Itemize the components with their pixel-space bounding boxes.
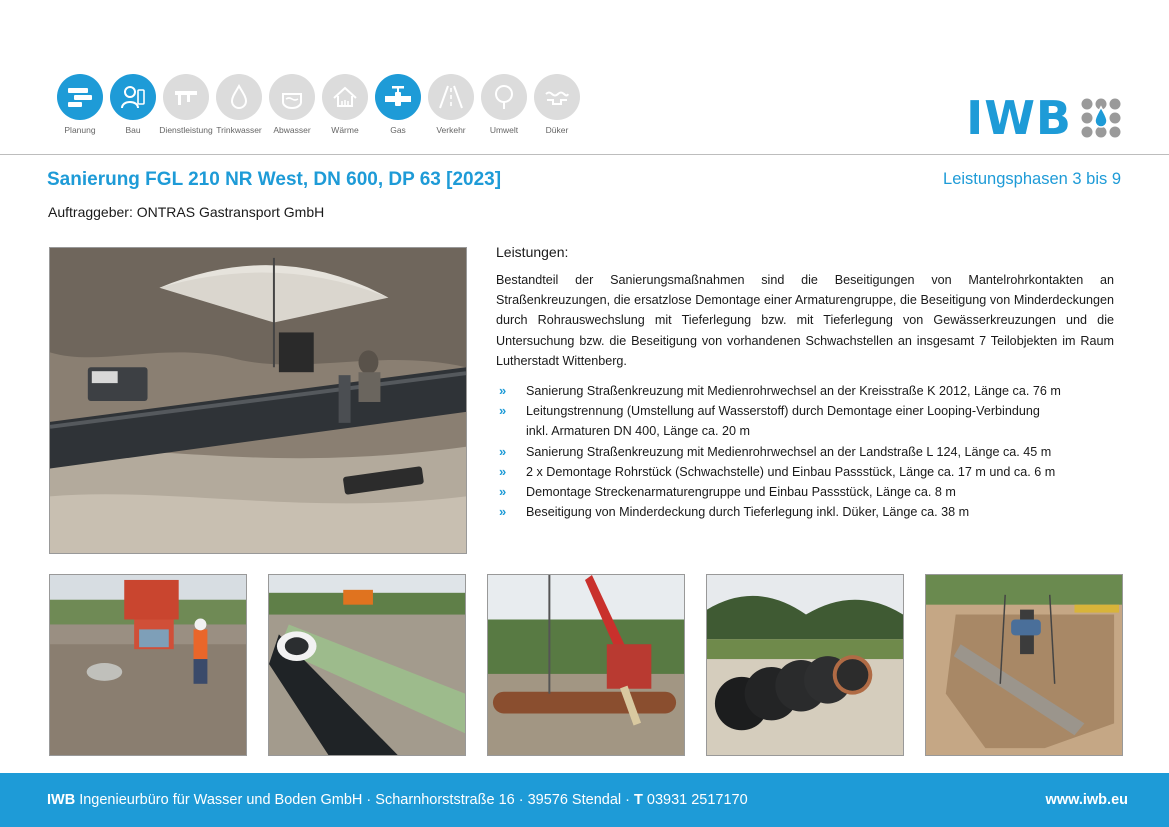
category-planung bbox=[55, 74, 105, 135]
bullet-arrow-icon: » bbox=[499, 443, 507, 459]
category-dienstleistung bbox=[161, 74, 211, 135]
logo-text: IWB bbox=[966, 91, 1072, 145]
service-phases: Leistungsphasen 3 bis 9 bbox=[943, 170, 1121, 188]
photo-gallery bbox=[49, 574, 1123, 756]
water-drop-icon bbox=[216, 74, 262, 120]
gallery-photo-3 bbox=[487, 574, 685, 756]
footer-bar bbox=[0, 773, 1169, 827]
bullet-arrow-icon: » bbox=[499, 383, 507, 399]
construction-worker-icon bbox=[110, 74, 156, 120]
gallery-photo-5 bbox=[925, 574, 1123, 756]
footer-phone-label: T bbox=[634, 792, 643, 808]
category-label: Verkehr bbox=[436, 125, 466, 135]
service-item: » Leitungstrennung (Umstellung auf Wasserstoff) durch Demontage einer Looping-Verbindung bbox=[496, 401, 1114, 421]
tree-icon bbox=[481, 74, 527, 120]
category-label: Wärme bbox=[331, 125, 359, 135]
gas-valve-icon bbox=[375, 74, 421, 120]
category-gas bbox=[373, 74, 423, 135]
service-item-continuation: inkl. Armaturen DN 400, Länge ca. 20 m bbox=[526, 424, 751, 439]
category-label: Bau bbox=[125, 125, 141, 135]
header-divider bbox=[0, 154, 1169, 155]
gallery-photo-1 bbox=[49, 574, 247, 756]
main-photo bbox=[49, 247, 467, 554]
category-bau bbox=[108, 74, 158, 135]
service-item: » Beseitigung von Minderdeckung durch Tieferlegung inkl. Düker, Länge ca. 38 m bbox=[496, 502, 1114, 522]
category-label: Düker bbox=[545, 125, 569, 135]
category-umwelt bbox=[479, 74, 529, 135]
client-name: Auftraggeber: ONTRAS Gastransport GmbH bbox=[48, 204, 325, 220]
iwb-logo bbox=[966, 91, 1122, 145]
category-trinkwasser bbox=[214, 74, 264, 135]
planning-icon bbox=[57, 74, 103, 120]
footer-address bbox=[47, 792, 748, 808]
wastewater-icon bbox=[269, 74, 315, 120]
category-label: Gas bbox=[390, 125, 406, 135]
category-label: Planung bbox=[64, 125, 96, 135]
bullet-arrow-icon: » bbox=[499, 504, 507, 520]
road-icon bbox=[428, 74, 474, 120]
gallery-photo-4 bbox=[706, 574, 904, 756]
gallery-photo-2 bbox=[268, 574, 466, 756]
footer-company-short: IWB bbox=[47, 792, 76, 808]
service-item: » Sanierung Straßenkreuzung mit Medienrohrwechsel an der Landstraße L 124, Länge ca. 45 m bbox=[496, 442, 1114, 462]
category-abwasser bbox=[267, 74, 317, 135]
heat-icon bbox=[322, 74, 368, 120]
category-dueker bbox=[532, 74, 582, 135]
category-label: Umwelt bbox=[489, 125, 519, 135]
bullet-arrow-icon: » bbox=[499, 403, 507, 419]
bullet-arrow-icon: » bbox=[499, 484, 507, 500]
services-description: Bestandteil der Sanierungsmaßnahmen sind die Beseitigungen von Mantelrohrkontakten an Straßenkreuzungen, die ersatzlose Demontage einer Armaturengruppe, die Beseitigung von Minderdeckungen durch Rohrauswechslung mit Tieferlegung bzw. mit Tieferlegung von Gewässerkreuzungen und die Untersuchung bzw. die Beseitigung von vorhandenen Schwachstellen an insgesamt 7 Teilobjekten im Raum Lutherstadt Wittenberg. bbox=[496, 273, 1114, 368]
culvert-icon bbox=[534, 74, 580, 120]
footer-company: Ingenieurbüro für Wasser und Boden GmbH · Scharnhorststraße 16 · 39576 Stendal · bbox=[75, 792, 634, 808]
category-label: Trinkwasser bbox=[216, 125, 262, 135]
footer-website-link[interactable]: www.iwb.eu bbox=[1045, 792, 1128, 808]
bullet-arrow-icon: » bbox=[499, 463, 507, 479]
services-heading: Leistungen: bbox=[496, 244, 569, 260]
services-list bbox=[496, 381, 1114, 522]
project-title: Sanierung FGL 210 NR West, DN 600, DP 63 [2023] bbox=[47, 169, 502, 190]
footer-phone: 03931 2517170 bbox=[642, 792, 748, 808]
services-section bbox=[496, 244, 1114, 522]
category-label: Abwasser bbox=[273, 125, 311, 135]
category-verkehr bbox=[426, 74, 476, 135]
category-icon-row bbox=[55, 74, 585, 135]
logo-mark-icon bbox=[1080, 97, 1122, 139]
service-item: » 2 x Demontage Rohrstück (Schwachstelle) und Einbau Passstück, Länge ca. 17 m und ca. 6 m bbox=[496, 462, 1114, 482]
category-waerme bbox=[320, 74, 370, 135]
category-label: Dienstleistung bbox=[159, 125, 213, 135]
service-item: » Demontage Streckenarmaturengruppe und Einbau Passstück, Länge ca. 8 m bbox=[496, 482, 1114, 502]
caliper-icon bbox=[163, 74, 209, 120]
service-item: » Sanierung Straßenkreuzung mit Medienrohrwechsel an der Kreisstraße K 2012, Länge ca. 76 m bbox=[496, 381, 1114, 401]
